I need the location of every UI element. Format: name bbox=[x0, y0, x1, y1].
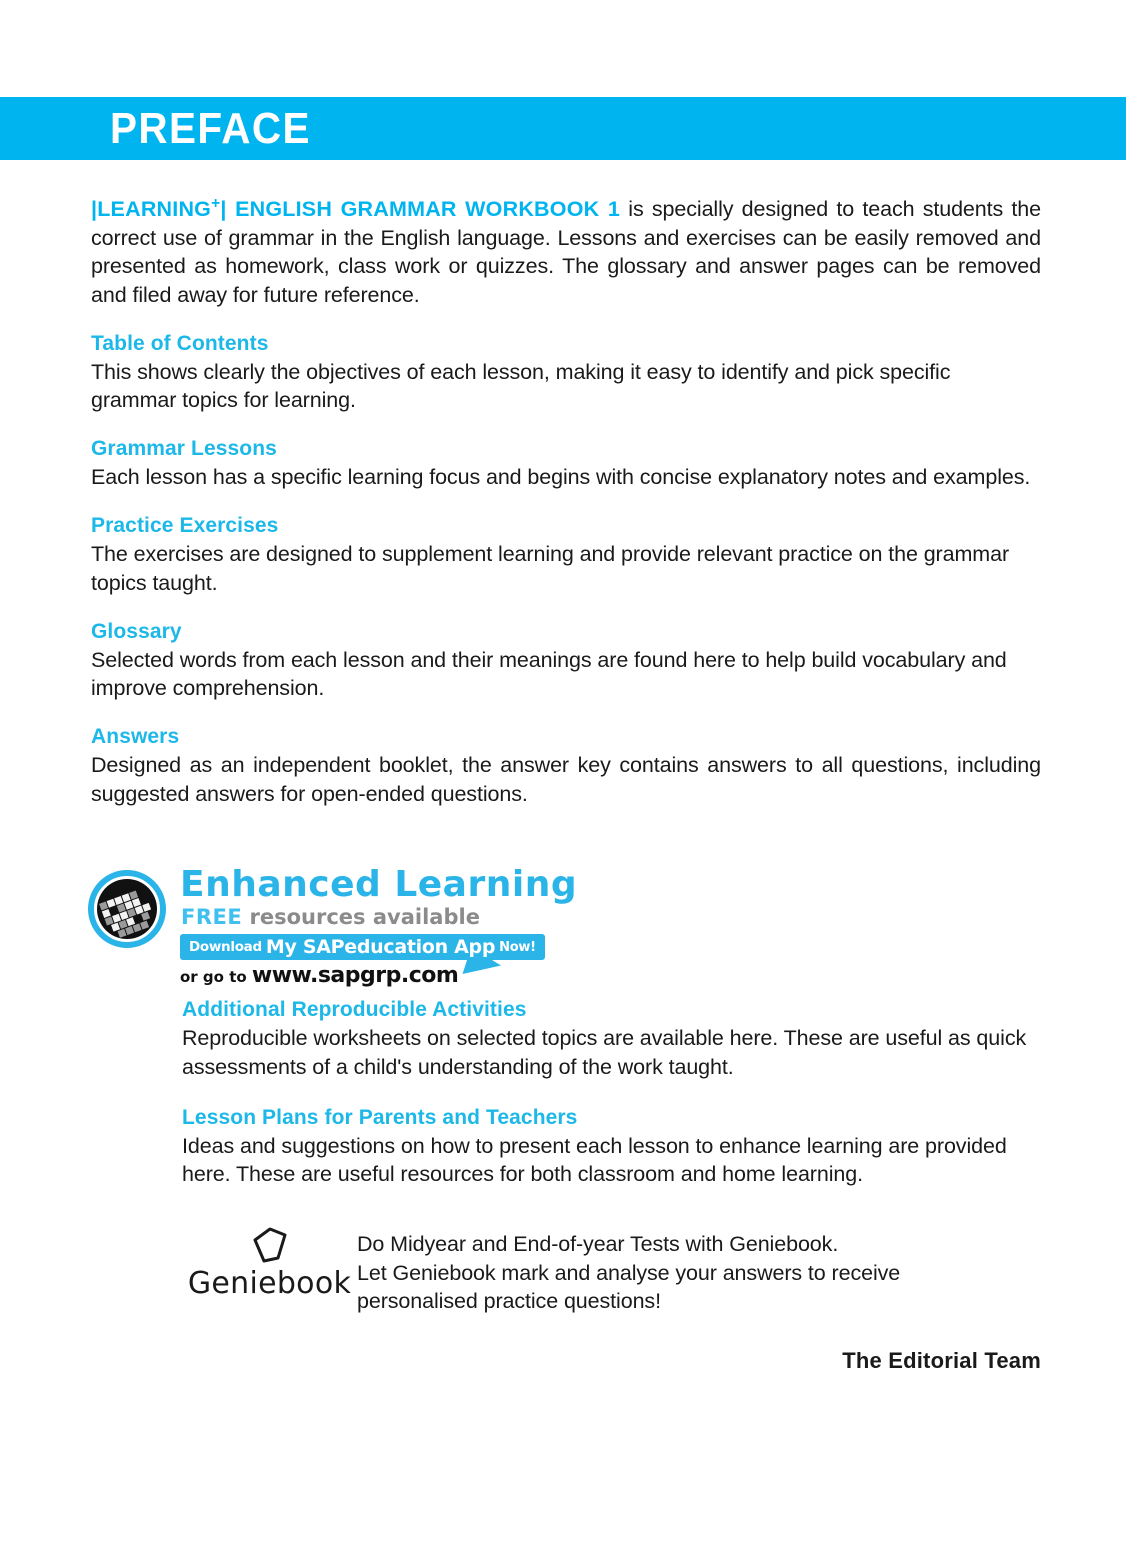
section-heading-table-of-contents: Table of Contents bbox=[91, 331, 269, 355]
workbook-title-prefix: |LEARNING bbox=[91, 197, 212, 222]
enhanced-learning-block bbox=[88, 866, 628, 988]
section-table-of-contents bbox=[91, 330, 1041, 416]
section-heading-practice-exercises: Practice Exercises bbox=[91, 514, 279, 537]
section-body-lesson-plans: Ideas and suggestions on how to present each lesson to enhance learning are provided here. These are useful resources for both classroom and home learning. bbox=[182, 1133, 1007, 1187]
intro-paragraph bbox=[91, 194, 1041, 310]
section-additional-reproducible-activities bbox=[182, 996, 1042, 1082]
geniebook-name: Geniebook bbox=[187, 1266, 352, 1301]
section-heading-lesson-plans: Lesson Plans for Parents and Teachers bbox=[182, 1105, 578, 1129]
geniebook-logo bbox=[182, 1224, 357, 1301]
gem-icon bbox=[250, 1226, 290, 1264]
geniebook-description bbox=[357, 1224, 900, 1316]
section-heading-grammar-lessons: Grammar Lessons bbox=[91, 437, 277, 461]
intro-body-text: is specially designed to teach students the correct use of grammar in the English language. Lessons and exercises can be easily removed and presented as homework, class work or quizzes. The glossary and answer pages can be removed and filed away for future reference. bbox=[91, 197, 1042, 307]
workbook-title bbox=[91, 197, 620, 221]
section-glossary bbox=[91, 618, 1041, 704]
banner-now-label: Now! bbox=[499, 939, 536, 955]
page-header-bar bbox=[0, 97, 1126, 160]
download-app-banner[interactable] bbox=[180, 934, 545, 960]
section-body-practice-exercises: The exercises are designed to supplement learning and provide relevant practice on the grammar topics taught. bbox=[91, 542, 1010, 595]
free-resources-tagline bbox=[181, 906, 480, 929]
workbook-title-suffix: | ENGLISH GRAMMAR WORKBOOK 1 bbox=[220, 197, 621, 222]
banner-app-label: My SAPeducation App bbox=[265, 936, 496, 958]
section-heading-glossary: Glossary bbox=[91, 619, 182, 643]
website-url: www.sapgrp.com bbox=[251, 963, 459, 988]
resources-available-text: resources available bbox=[242, 905, 480, 929]
goto-label: or go to bbox=[180, 968, 252, 986]
section-lesson-plans bbox=[182, 1104, 1042, 1190]
section-answers bbox=[91, 723, 1041, 809]
geniebook-line-1: Do Midyear and End-of-year Tests with Geniebook. bbox=[357, 1232, 839, 1256]
page-title: PREFACE bbox=[110, 103, 311, 153]
workbook-title-superscript: + bbox=[211, 195, 221, 212]
enhanced-learning-wordmark: Enhanced Learning bbox=[180, 864, 578, 905]
enhanced-learning-sections bbox=[182, 996, 1042, 1189]
enhanced-learning-circle-icon bbox=[88, 870, 166, 948]
crossword-grid bbox=[97, 879, 157, 939]
section-body-grammar-lessons: Each lesson has a specific learning focus and begins with concise explanatory notes and examples. bbox=[91, 465, 1031, 490]
section-grammar-lessons bbox=[91, 435, 1041, 492]
website-link[interactable] bbox=[180, 963, 458, 988]
crossword-circle-icon bbox=[97, 879, 157, 939]
geniebook-line-3: personalised practice questions! bbox=[357, 1289, 661, 1314]
main-content bbox=[91, 194, 1041, 809]
section-body-glossary: Selected words from each lesson and their meanings are found here to help build vocabulary and improve comprehension. bbox=[91, 647, 1007, 701]
section-body-answers: Designed as an independent booklet, the answer key contains answers to all questions, including suggested answers for open-ended questions. bbox=[91, 753, 1041, 806]
section-body-table-of-contents: This shows clearly the objectives of each lesson, making it easy to identify and pick specific grammar topics for learning. bbox=[91, 359, 951, 413]
free-word: FREE bbox=[181, 905, 243, 929]
section-body-additional-activities: Reproducible worksheets on selected topics are available here. These are useful as quick assessments of a child's understanding of the work taught. bbox=[182, 1026, 1027, 1079]
banner-download-label: Download bbox=[189, 939, 262, 955]
geniebook-block bbox=[182, 1224, 1042, 1316]
geniebook-line-2: Let Geniebook mark and analyse your answers to receive bbox=[357, 1260, 901, 1285]
section-practice-exercises bbox=[91, 512, 1041, 598]
editorial-signature: The Editorial Team bbox=[842, 1348, 1041, 1373]
section-heading-answers: Answers bbox=[91, 725, 180, 749]
section-heading-additional-activities: Additional Reproducible Activities bbox=[182, 998, 527, 1021]
